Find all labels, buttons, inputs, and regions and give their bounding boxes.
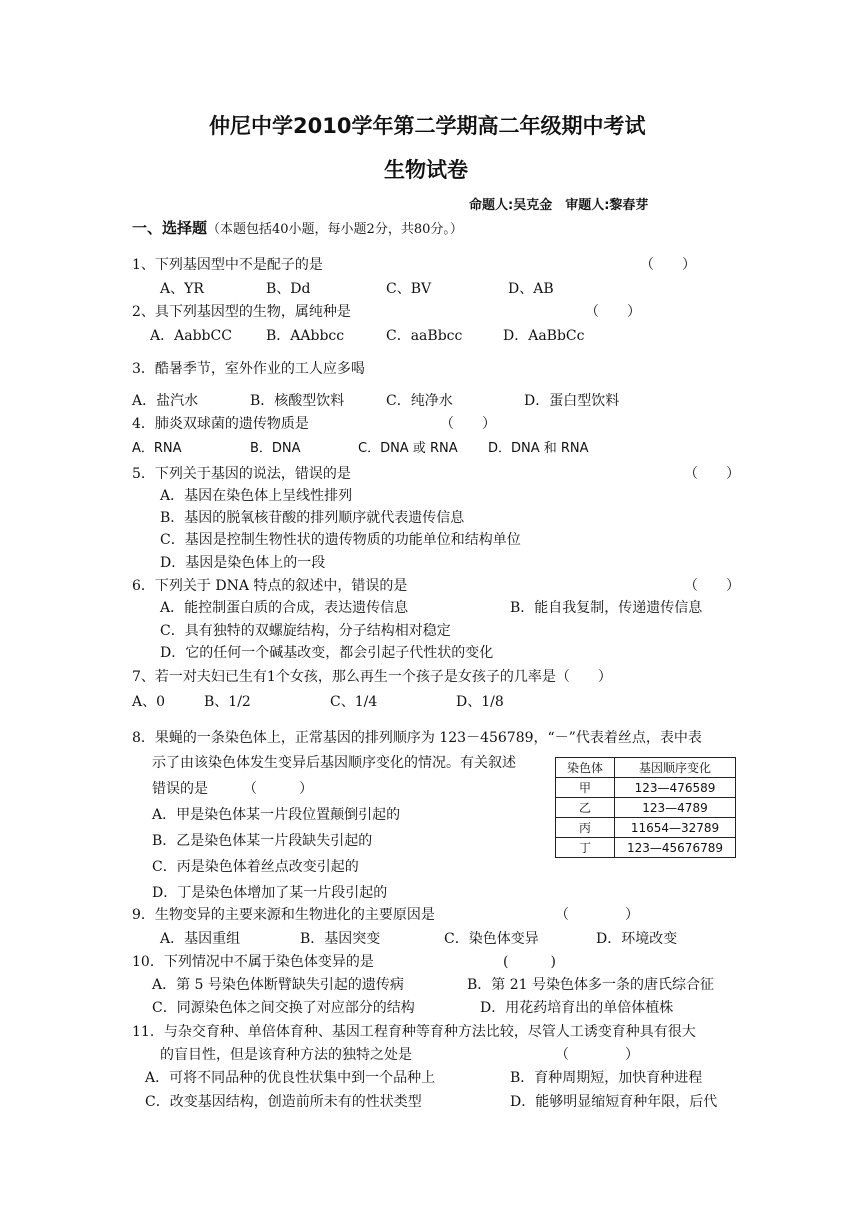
question-4-option-c: C．DNA 或 RNA: [358, 441, 458, 456]
table-cell-chromosome: 甲: [556, 778, 615, 798]
question-9-option-d: D．环境改变: [596, 931, 678, 947]
question-4-option-a: A．RNA: [132, 441, 182, 456]
question-2-option-d: D．AaBbCc: [503, 328, 585, 344]
question-10-bracket: ( ): [503, 954, 556, 970]
gene-order-table: [555, 757, 736, 858]
question-2-option-b: B．AAbbcc: [266, 328, 345, 344]
question-9-option-b: B．基因突变: [300, 931, 381, 947]
question-6-option-b: B．能自我复制，传递遗传信息: [510, 600, 703, 616]
question-6-stem: 6．下列关于 DNA 特点的叙述中，错误的是: [132, 578, 408, 594]
table-cell-gene-order: 123—45676789: [615, 838, 736, 858]
question-5-bracket: （ ）: [684, 466, 740, 482]
question-4-option-b: B．DNA: [250, 441, 301, 456]
question-11-stem-line-2: 的盲目性，但是该育种方法的独特之处是: [160, 1047, 412, 1063]
question-1-option-d: D、AB: [508, 281, 554, 297]
question-6-bracket: （ ）: [684, 578, 740, 594]
question-11-option-d: D．能够明显缩短育种年限，后代: [510, 1094, 718, 1110]
question-8-option-b: B．乙是染色体某一片段缺失引起的: [152, 833, 373, 849]
question-1-option-b: B、Dd: [266, 281, 311, 297]
question-11-option-a: A．可将不同品种的优良性状集中到一个品种上: [145, 1070, 436, 1086]
table-cell-gene-order: 11654—32789: [615, 818, 736, 838]
question-9-stem: 9．生物变异的主要来源和生物进化的主要原因是: [132, 907, 435, 923]
table-cell-chromosome: 丁: [556, 838, 615, 858]
question-6-option-d: D．它的任何一个碱基改变，都会引起子代性状的变化: [160, 645, 494, 661]
question-3-option-b: B．核酸型饮料: [250, 393, 345, 409]
question-5-option-b: B．基因的脱氧核苷酸的排列顺序就代表遗传信息: [160, 510, 465, 526]
question-7-option-a: A、0: [132, 694, 166, 710]
table-cell-chromosome: 丙: [556, 818, 615, 838]
question-8-stem-line-3: 错误的是 （ ）: [152, 781, 313, 797]
question-1-option-c: C、BV: [386, 281, 432, 297]
question-10-option-b: B．第 21 号染色体多一条的唐氏综合征: [467, 977, 715, 993]
question-8-option-a: A．甲是染色体某一片段位置颠倒引起的: [152, 807, 401, 823]
question-7-stem: 7、若一对夫妇已生有1个女孩，那么再生一个孩子是女孩子的几率是（ ）: [132, 669, 612, 685]
question-5-option-a: A．基因在染色体上呈线性排列: [160, 488, 353, 504]
question-5-stem: 5．下列关于基因的说法，错误的是: [132, 466, 351, 482]
question-7-option-b: B、1/2: [204, 694, 251, 710]
question-10-option-d: D．用花药培育出的单倍体植株: [480, 1000, 674, 1016]
table-row: [556, 818, 736, 838]
question-9-option-a: A．基因重组: [160, 931, 241, 947]
question-8-option-d: D．丁是染色体增加了某一片段引起的: [152, 885, 388, 901]
question-4-stem: 4．肺炎双球菌的遗传物质是: [132, 416, 309, 432]
question-9-bracket: （ ）: [555, 907, 639, 923]
question-10-option-c: C．同源染色体之间交换了对应部分的结构: [152, 1000, 415, 1016]
table-cell-gene-order: 123—4789: [615, 798, 736, 818]
question-10-option-a: A．第 5 号染色体断臂缺失引起的遗传病: [152, 977, 404, 993]
question-3-option-a: A．盐汽水: [132, 393, 199, 409]
question-5-option-d: D．基因是染色体上的一段: [160, 555, 326, 571]
question-3-option-d: D．蛋白型饮料: [524, 393, 620, 409]
question-2-option-a: A．AabbCC: [150, 328, 232, 344]
question-1-bracket: （ ）: [640, 257, 696, 273]
question-1-stem: 1、下列基因型中不是配子的是: [132, 257, 323, 273]
authors-line: 命题人:吴克金 审题人:黎春芽: [469, 198, 649, 213]
question-11-bracket: （ ）: [555, 1047, 639, 1063]
table-cell-chromosome: 乙: [556, 798, 615, 818]
question-5-option-c: C．基因是控制生物性状的遗传物质的功能单位和结构单位: [160, 532, 521, 548]
question-8-option-c: C．丙是染色体着丝点改变引起的: [152, 859, 359, 875]
question-1-option-a: A、YR: [160, 281, 204, 297]
table-row: [556, 778, 736, 798]
table-cell-gene-order: 123—476589: [615, 778, 736, 798]
question-8-stem-line-2: 示了由该染色体发生变异后基因顺序变化的情况。有关叙述: [152, 755, 516, 771]
question-6-option-a: A．能控制蛋白质的合成，表达遗传信息: [160, 600, 409, 616]
question-2-stem: 2、具下列基因型的生物，属纯种是: [132, 304, 351, 320]
question-3-option-c: C．纯净水: [386, 393, 453, 409]
question-8-stem-line-1: 8．果蝇的一条染色体上，正常基因的排列顺序为 123－456789，“－”代表着丝点，表中表: [132, 730, 702, 746]
table-row: [556, 798, 736, 818]
question-4-option-d: D．DNA 和 RNA: [488, 441, 589, 456]
section-title: 一、选择题: [132, 219, 208, 237]
exam-subtitle: 生物试卷: [384, 158, 468, 182]
question-7-option-c: C、1/4: [330, 694, 378, 710]
question-7-option-d: D、1/8: [456, 694, 504, 710]
table-header-row: [556, 758, 736, 778]
question-11-option-b: B．育种周期短，加快育种进程: [510, 1070, 703, 1086]
question-9-option-c: C．染色体变异: [444, 931, 539, 947]
exam-title: 仲尼中学2010学年第二学期高二年级期中考试: [209, 114, 646, 138]
question-11-option-c: C．改变基因结构，创造前所未有的性状类型: [145, 1094, 422, 1110]
question-3-stem: 3．酷暑季节，室外作业的工人应多喝: [132, 361, 365, 377]
table-row: [556, 838, 736, 858]
section-note: （本题包括40小题，每小题2分，共80分。）: [207, 222, 463, 237]
question-4-bracket: （ ）: [440, 416, 496, 432]
table-header-chromosome: 染色体: [556, 758, 615, 778]
table-header-gene-order: 基因顺序变化: [615, 758, 736, 778]
question-2-bracket: （ ）: [585, 304, 641, 320]
question-6-option-c: C．具有独特的双螺旋结构，分子结构相对稳定: [160, 623, 451, 639]
question-2-option-c: C．aaBbcc: [386, 328, 463, 344]
question-10-stem: 10．下列情况中不属于染色体变异的是: [132, 954, 374, 970]
question-11-stem-line-1: 11．与杂交育种、单倍体育种、基因工程育种等育种方法比较，尽管人工诱变育种具有很大: [132, 1024, 696, 1040]
section-heading: [132, 221, 463, 236]
